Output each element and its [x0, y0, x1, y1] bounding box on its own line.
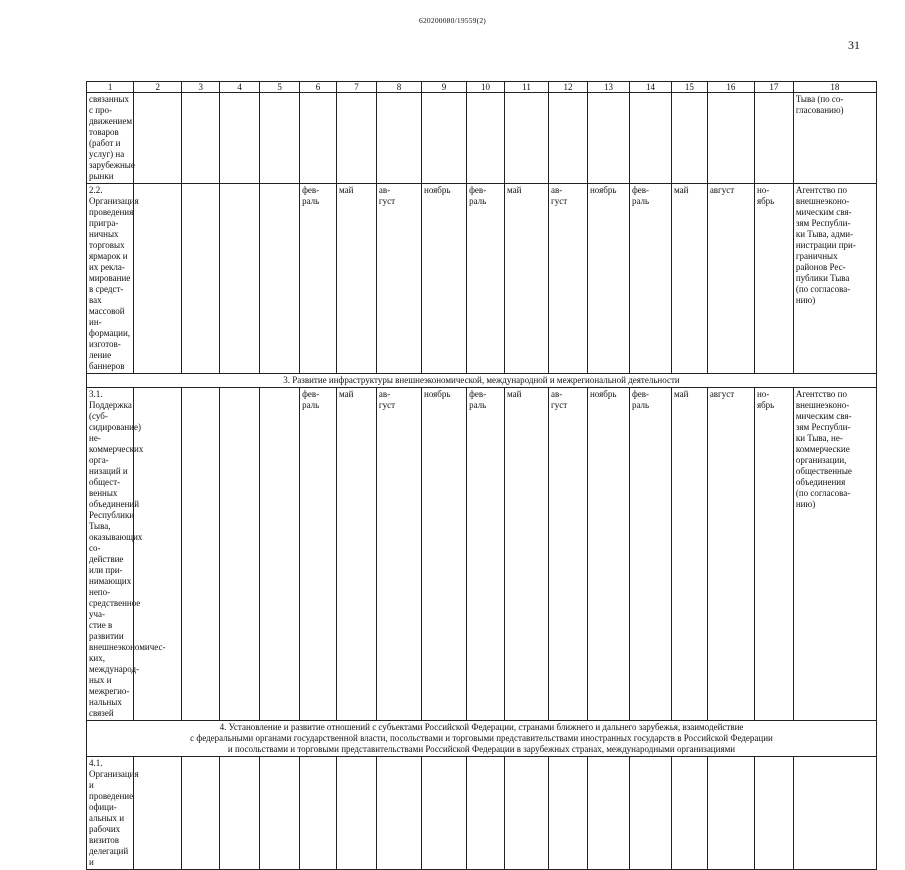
table-cell-col-4: [220, 757, 260, 870]
table-cell-col-14: [629, 93, 671, 184]
table-cell-col-15: май: [671, 388, 707, 721]
table-cell-col-2: [134, 93, 182, 184]
table-cell-col-9: ноябрь: [422, 184, 467, 374]
table-cell-col-6: [300, 93, 337, 184]
table-row: [87, 93, 877, 184]
table-cell-col-7: май: [336, 388, 376, 721]
table-cell-col-1: 3.1. Поддержка (суб- сидирование) не- коммерческих орга- низаций и общест- венных объединений Республики Тыва, оказывающих со- действие или при- нимающих непо- средственное уча- стие в развитии внешнеэкономичес- ких, международ- ных и межрегио- нальных связей: [87, 388, 134, 721]
table-cell-col-13: [587, 93, 629, 184]
table-cell-col-5: [260, 184, 300, 374]
table-cell-col-12: ав- густ: [549, 388, 588, 721]
table-cell-col-11: [504, 757, 548, 870]
column-header-4: 4: [220, 82, 260, 93]
column-header-6: 6: [300, 82, 337, 93]
table-cell-col-16: [707, 757, 754, 870]
table-cell-col-2: [134, 757, 182, 870]
table-cell-col-16: [707, 93, 754, 184]
section-heading: 4. Установление и развитие отношений с субъектами Российской Федерации, странами ближнего и дальнего зарубежья, взаимодействие с федеральными органами государственной власти, посольствами и торговыми представительствами иностранных государств в Российской Федерации и посольствами и торговыми представительствами Российской Федерации в зарубежных странах, международными организациями: [87, 721, 877, 757]
table-cell-col-11: май: [504, 184, 548, 374]
table-cell-col-16: август: [707, 184, 754, 374]
table-cell-col-10: фев- раль: [467, 184, 505, 374]
schedule-table: [86, 81, 877, 870]
table-cell-col-1: 2.2. Организация проведения пригра- ничных торговых ярмарок и их рекла- мирование в средст- вах массовой ин- формации, изготов- ление баннеров: [87, 184, 134, 374]
table-cell-col-12: ав- густ: [549, 184, 588, 374]
table-cell-col-6: фев- раль: [300, 184, 337, 374]
column-header-8: 8: [376, 82, 421, 93]
table-cell-col-15: [671, 93, 707, 184]
table-cell-col-8: ав- густ: [376, 388, 421, 721]
column-header-14: 14: [629, 82, 671, 93]
table-cell-col-17: [754, 757, 793, 870]
column-header-11: 11: [504, 82, 548, 93]
table-cell-col-8: [376, 93, 421, 184]
table-cell-col-1: 4.1. Организация и проведение офици- альных и рабочих визитов делегаций и: [87, 757, 134, 870]
column-header-17: 17: [754, 82, 793, 93]
table-cell-col-4: [220, 184, 260, 374]
column-header-12: 12: [549, 82, 588, 93]
table-cell-col-5: [260, 388, 300, 721]
table-cell-col-4: [220, 93, 260, 184]
table-cell-col-9: ноябрь: [422, 388, 467, 721]
table-cell-col-18: Тыва (по со- гласованию): [793, 93, 876, 184]
column-header-7: 7: [336, 82, 376, 93]
table-cell-col-10: фев- раль: [467, 388, 505, 721]
table-cell-col-13: ноябрь: [587, 184, 629, 374]
table-cell-col-2: [134, 388, 182, 721]
table-cell-col-1: связанных с про- движением товаров (работ и услуг) на зарубежные рынки: [87, 93, 134, 184]
table-cell-col-18: Агентство по внешнеэконо- мическим свя- зям Республи- ки Тыва, не- коммерческие организации, общественные объединения (по согласова- нию): [793, 388, 876, 721]
table-cell-col-6: [300, 757, 337, 870]
section-row: [87, 721, 877, 757]
column-header-2: 2: [134, 82, 182, 93]
table-cell-col-15: [671, 757, 707, 870]
table-cell-col-9: [422, 93, 467, 184]
column-header-9: 9: [422, 82, 467, 93]
document-id: 620200080/19559(2): [419, 16, 486, 25]
table-cell-col-3: [182, 184, 220, 374]
page-number: 31: [848, 38, 860, 52]
table-cell-col-5: [260, 757, 300, 870]
table-cell-col-15: май: [671, 184, 707, 374]
column-header-13: 13: [587, 82, 629, 93]
table-cell-col-14: [629, 757, 671, 870]
column-header-15: 15: [671, 82, 707, 93]
column-header-18: 18: [793, 82, 876, 93]
table-row: [87, 388, 877, 721]
section-row: [87, 374, 877, 388]
table-cell-col-17: но- ябрь: [754, 388, 793, 721]
table-cell-col-7: [336, 93, 376, 184]
column-header-10: 10: [467, 82, 505, 93]
table-cell-col-10: [467, 93, 505, 184]
table-cell-col-11: май: [504, 388, 548, 721]
column-header-16: 16: [707, 82, 754, 93]
table-cell-col-12: [549, 757, 588, 870]
table-cell-col-4: [220, 388, 260, 721]
table-cell-col-14: фев- раль: [629, 184, 671, 374]
table-cell-col-7: [336, 757, 376, 870]
table-cell-col-13: [587, 757, 629, 870]
table-cell-col-18: [793, 757, 876, 870]
column-header-5: 5: [260, 82, 300, 93]
table-cell-col-13: ноябрь: [587, 388, 629, 721]
table-cell-col-7: май: [336, 184, 376, 374]
table-row: [87, 184, 877, 374]
table-row: [87, 757, 877, 870]
column-header-row: [87, 82, 877, 93]
table-cell-col-10: [467, 757, 505, 870]
table-cell-col-17: [754, 93, 793, 184]
table-cell-col-14: фев- раль: [629, 388, 671, 721]
table-cell-col-3: [182, 388, 220, 721]
column-header-1: 1: [87, 82, 134, 93]
table-cell-col-16: август: [707, 388, 754, 721]
table-cell-col-17: но- ябрь: [754, 184, 793, 374]
table-cell-col-9: [422, 757, 467, 870]
table-cell-col-18: Агентство по внешнеэконо- мическим свя- зям Республи- ки Тыва, адми- нистрации при- граничных районов Рес- публики Тыва (по согласова- нию): [793, 184, 876, 374]
table-cell-col-8: ав- густ: [376, 184, 421, 374]
table-cell-col-11: [504, 93, 548, 184]
table-cell-col-6: фев- раль: [300, 388, 337, 721]
section-heading: 3. Развитие инфраструктуры внешнеэкономической, международной и межрегиональной деятельности: [87, 374, 877, 388]
table-cell-col-12: [549, 93, 588, 184]
table-cell-col-2: [134, 184, 182, 374]
table-cell-col-8: [376, 757, 421, 870]
table-cell-col-5: [260, 93, 300, 184]
table-cell-col-3: [182, 757, 220, 870]
table-cell-col-3: [182, 93, 220, 184]
column-header-3: 3: [182, 82, 220, 93]
